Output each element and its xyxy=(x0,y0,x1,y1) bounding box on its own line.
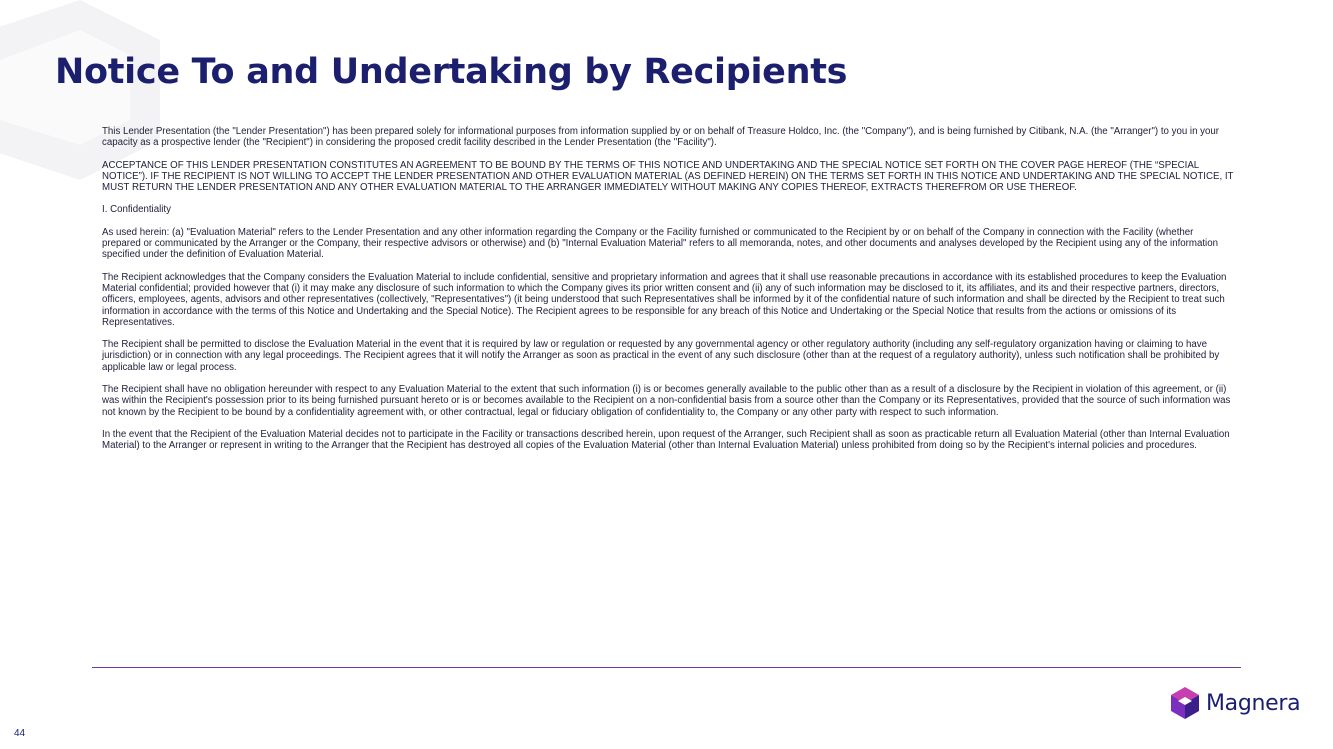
permitted-disclosure-paragraph: The Recipient shall be permitted to disclose the Evaluation Material in the event that it is required by law or regulation or requested by any governmental agency or other regulatory authority (including any self-regulatory organization having or claiming to have jurisdiction) or in connection with any legal proceedings. The Recipient agrees that it will notify the Arranger as soon as practical in the event of any such disclosure (other than at the request of a regulatory authority), unless such notification shall be prohibited by applicable law or legal process. xyxy=(102,339,1220,373)
notice-body xyxy=(102,126,1234,463)
return-material-paragraph: In the event that the Recipient of the Evaluation Material decides not to participate in the Facility or transactions described herein, upon request of the Arranger, such Recipient shall as soon as practicable return all Evaluation Material (other than Internal Evaluation Material) to the Arranger or represent in writing to the Arranger that the Recipient has destroyed all copies of the Evaluation Material (other than Internal Evaluation Material) unless prohibited from doing so by the Recipient's internal policies and procedures. xyxy=(102,428,1230,452)
no-obligation-paragraph: The Recipient shall have no obligation hereunder with respect to any Evaluation Material to the extent that such information (i) is or becomes generally available to the public other than as a result of a disclosure by the Recipient in violation of this agreement, or (ii) was within the Recipient's possession prior to its being furnished pursuant hereto or is or becomes available to the Recipient on a non-confidential basis from a source other than the Company or its Representatives, provided that the source of such information was not known by the Recipient to be bound by a confidentiality agreement with, or other contractual, legal or fiduciary obligation of confidentiality to, the Company or any other party with respect to such information. xyxy=(102,384,1231,418)
page-number: 44 xyxy=(14,728,26,739)
magnera-cube-logo-icon xyxy=(1170,686,1200,720)
acknowledgement-paragraph: The Recipient acknowledges that the Company considers the Evaluation Material to include confidential, sensitive and proprietary information and agrees that it shall use reasonable precautions in accordance with its established procedures to keep the Evaluation Material confidential; provided however that (i) it may make any disclosure of such information to which the Company gives its prior written consent and (ii) any of such information may be disclosed to it, its affiliates, and its and their respective partners, directors, officers, employees, agents, advisors and other representatives (collectively, "Representatives") (it being understood that such Representatives shall be informed by it of the confidential nature of such information and shall be directed by the Recipient to treat such information in accordance with the terms of this Notice and Undertaking and the Special Notice). The Recipient agrees to be responsible for any breach of this Notice and Undertaking or the Special Notice that results from the actions or omissions of its Representatives. xyxy=(102,271,1227,328)
acceptance-paragraph: ACCEPTANCE OF THIS LENDER PRESENTATION CONSTITUTES AN AGREEMENT TO BE BOUND BY THE TERMS OF THIS NOTICE AND UNDERTAKING AND THE SPECIAL NOTICE SET FORTH ON THE COVER PAGE HEREOF (THE “SPECIAL NOTICE”). IF THE RECIPIENT IS NOT WILLING TO ACCEPT THE LENDER PRESENTATION AND OTHER EVALUATION MATERIAL (AS DEFINED HEREIN) ON THE TERMS SET FORTH IN THIS NOTICE AND UNDERTAKING AND THE SPECIAL NOTICE, IT MUST RETURN THE LENDER PRESENTATION AND ANY OTHER EVALUATION MATERIAL TO THE ARRANGER IMMEDIATELY WITHOUT MAKING ANY COPIES THEREOF, EXTRACTS THEREFROM OR USE THEREOF. xyxy=(102,159,1234,194)
page-title: Notice To and Undertaking by Recipients xyxy=(55,52,848,92)
company-logo xyxy=(1170,686,1300,720)
footer-divider xyxy=(92,667,1241,668)
intro-paragraph: This Lender Presentation (the "Lender Presentation") has been prepared solely for informational purposes from information supplied by or on behalf of Treasure Holdco, Inc. (the "Company"), and is being furnished by Citibank, N.A. (the "Arranger") to you in your capacity as a prospective lender (the "Recipient") in considering the proposed credit facility described in the Lender Presentation (the "Facility"). xyxy=(102,126,1219,149)
section-heading-confidentiality: I. Confidentiality xyxy=(102,204,171,216)
definitions-paragraph: As used herein: (a) "Evaluation Material" refers to the Lender Presentation and any other information regarding the Company or the Facility furnished or communicated to the Recipient by or on behalf of the Company in connection with the Facility (whether prepared or communicated by the Arranger or the Company, their respective advisors or otherwise) and (b) "Internal Evaluation Material" refers to all memoranda, notes, and other documents and analyses developed by the Recipient using any of the information specified under the definition of Evaluation Material. xyxy=(102,226,1218,261)
logo-wordmark: Magnera xyxy=(1206,690,1301,716)
